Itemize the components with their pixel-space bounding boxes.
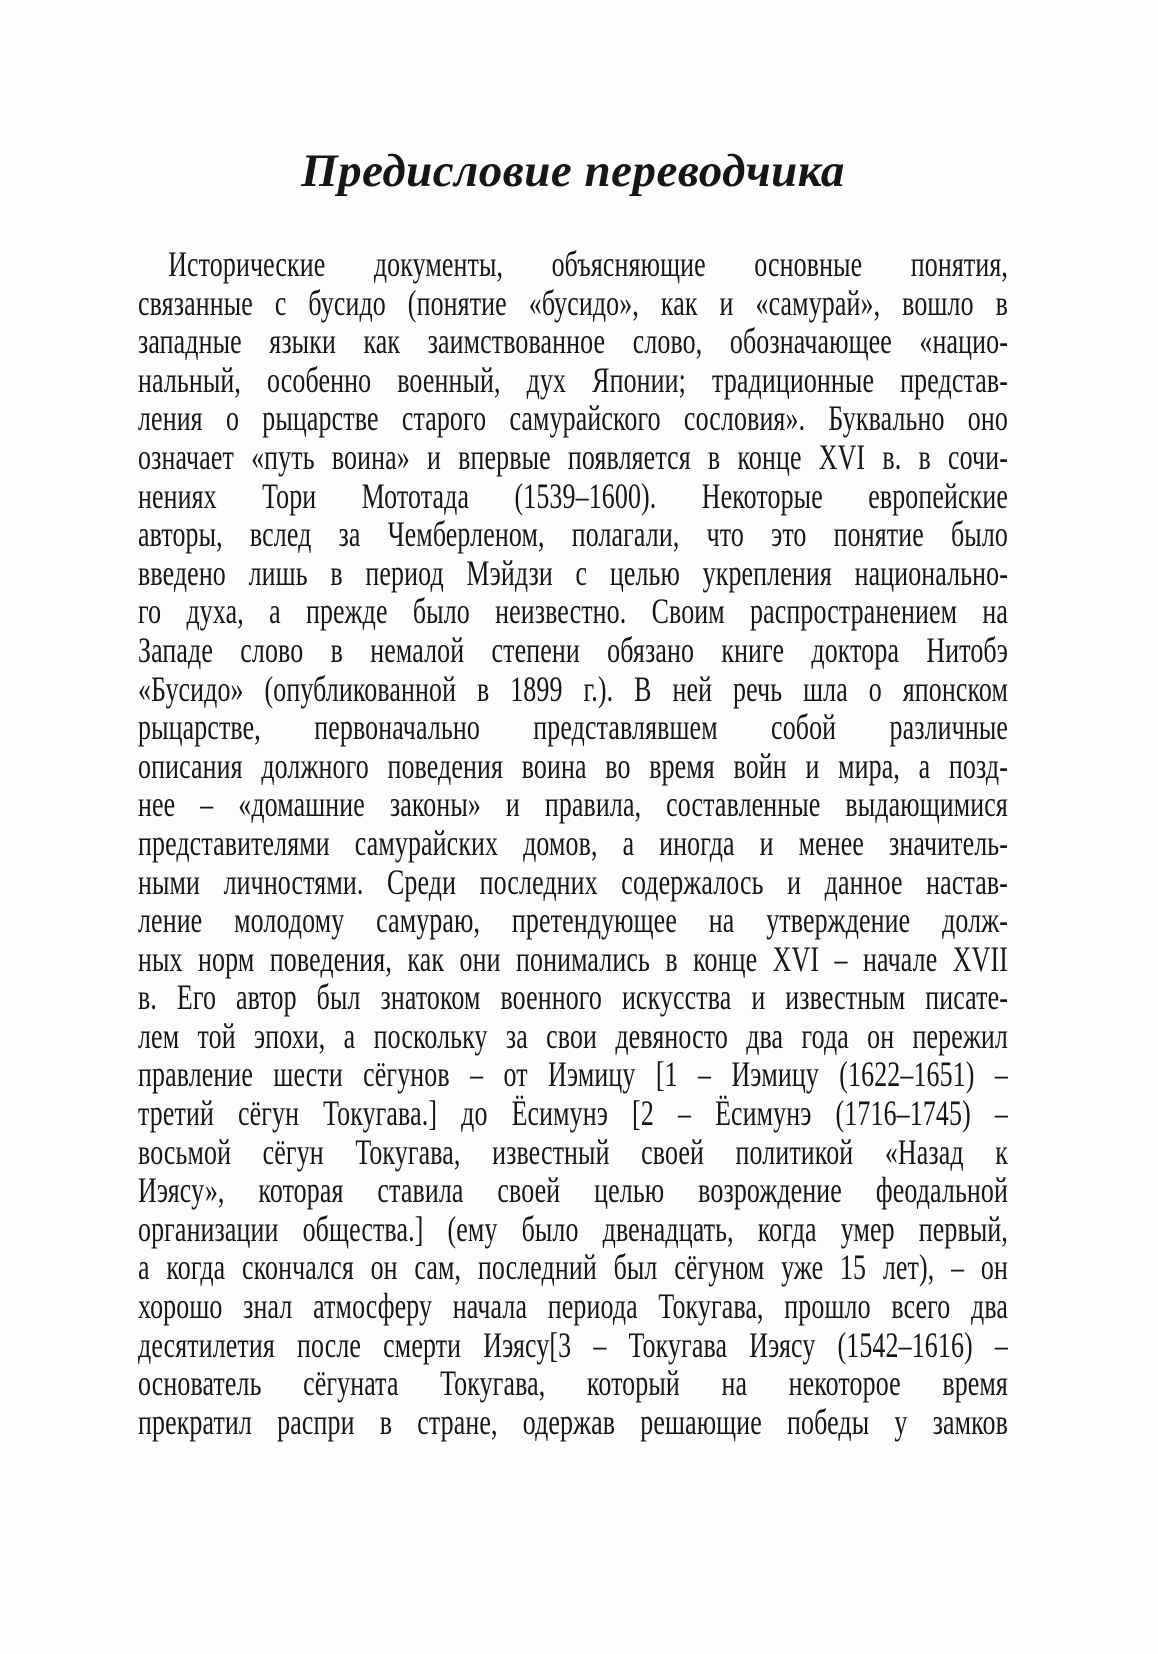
- body-text: [138, 245, 1008, 1441]
- text-line: правление шести сёгунов – от Иэмицу [1 – Иэмицу (1622–1651) –: [138, 1054, 1008, 1095]
- text-line: нее – «домашние законы» и правила, составленные выдающимися: [138, 784, 1008, 825]
- text-line: десятилетия после смерти Иэясу[3 – Токугава Иэясу (1542–1616) –: [138, 1324, 1008, 1365]
- text-line: ных норм поведения, как они понимались в конце XVI – начале XVII: [138, 938, 1008, 979]
- text-line: описания должного поведения воина во время войн и мира, а позд-: [138, 745, 1008, 786]
- text-line: восьмой сёгун Токугава, известный своей политикой «Назад к: [138, 1131, 1008, 1172]
- text-line: связанные с бусидо (понятие «бусидо», как и «самурай», вошло в: [138, 282, 1008, 323]
- text-line: хорошо знал атмосферу начала периода Токугава, прошло всего два: [138, 1286, 1008, 1327]
- text-line: означает «путь воина» и впервые появляется в конце XVI в. в сочи-: [138, 436, 1008, 477]
- text-line: ления о рыцарстве старого самурайского сословия». Буквально оно: [138, 398, 1008, 439]
- text-line: «Бусидо» (опубликованной в 1899 г.). В ней речь шла о японском: [138, 668, 1008, 709]
- text-line: нениях Тори Мототада (1539–1600). Некоторые европейские: [138, 475, 1008, 516]
- text-line: авторы, вслед за Чемберленом, полагали, что это понятие было: [138, 514, 1008, 555]
- text-line: лем той эпохи, а поскольку за свои девяносто два года он пережил: [138, 1015, 1008, 1056]
- text-line: западные языки как заимствованное слово, обозначающее «нацио-: [138, 321, 1008, 362]
- text-line: представителями самурайских домов, а иногда и менее значитель-: [138, 822, 1008, 863]
- text-line: третий сёгун Токугава.] до Ёсимунэ [2 – Ёсимунэ (1716–1745) –: [138, 1093, 1008, 1134]
- text-line: основатель сёгуната Токугава, который на некоторое время: [138, 1363, 1008, 1404]
- text-line: в. Его автор был знатоком военного искусства и известным писате-: [138, 977, 1008, 1018]
- text-line: Западе слово в немалой степени обязано книге доктора Нитобэ: [138, 629, 1008, 670]
- text-line: Исторические документы, объясняющие основные понятия,: [168, 244, 1008, 284]
- text-line: рыцарстве, первоначально представлявшем собой различные: [138, 707, 1008, 748]
- text-line: Иэясу», которая ставила своей целью возрождение феодальной: [138, 1170, 1008, 1211]
- text-line: организации общества.] (ему было двенадцать, когда умер первый,: [138, 1208, 1008, 1249]
- text-line: а когда скончался он сам, последний был сёгуном уже 15 лет), – он: [138, 1247, 1008, 1288]
- page-title: Предисловие переводчика: [301, 145, 845, 197]
- text-line: го духа, а прежде было неизвестно. Своим распространением на: [138, 591, 1008, 632]
- text-line: введено лишь в период Мэйдзи с целью укрепления национально-: [138, 552, 1008, 593]
- text-line: ными личностями. Среди последних содержалось и данное настав-: [138, 861, 1008, 902]
- text-line: ление молодому самураю, претендующее на утверждение долж-: [138, 900, 1008, 941]
- text-line: прекратил распри в стране, одержав решающие победы у замков: [138, 1401, 1008, 1442]
- text-line: нальный, особенно военный, дух Японии; традиционные представ-: [138, 359, 1008, 400]
